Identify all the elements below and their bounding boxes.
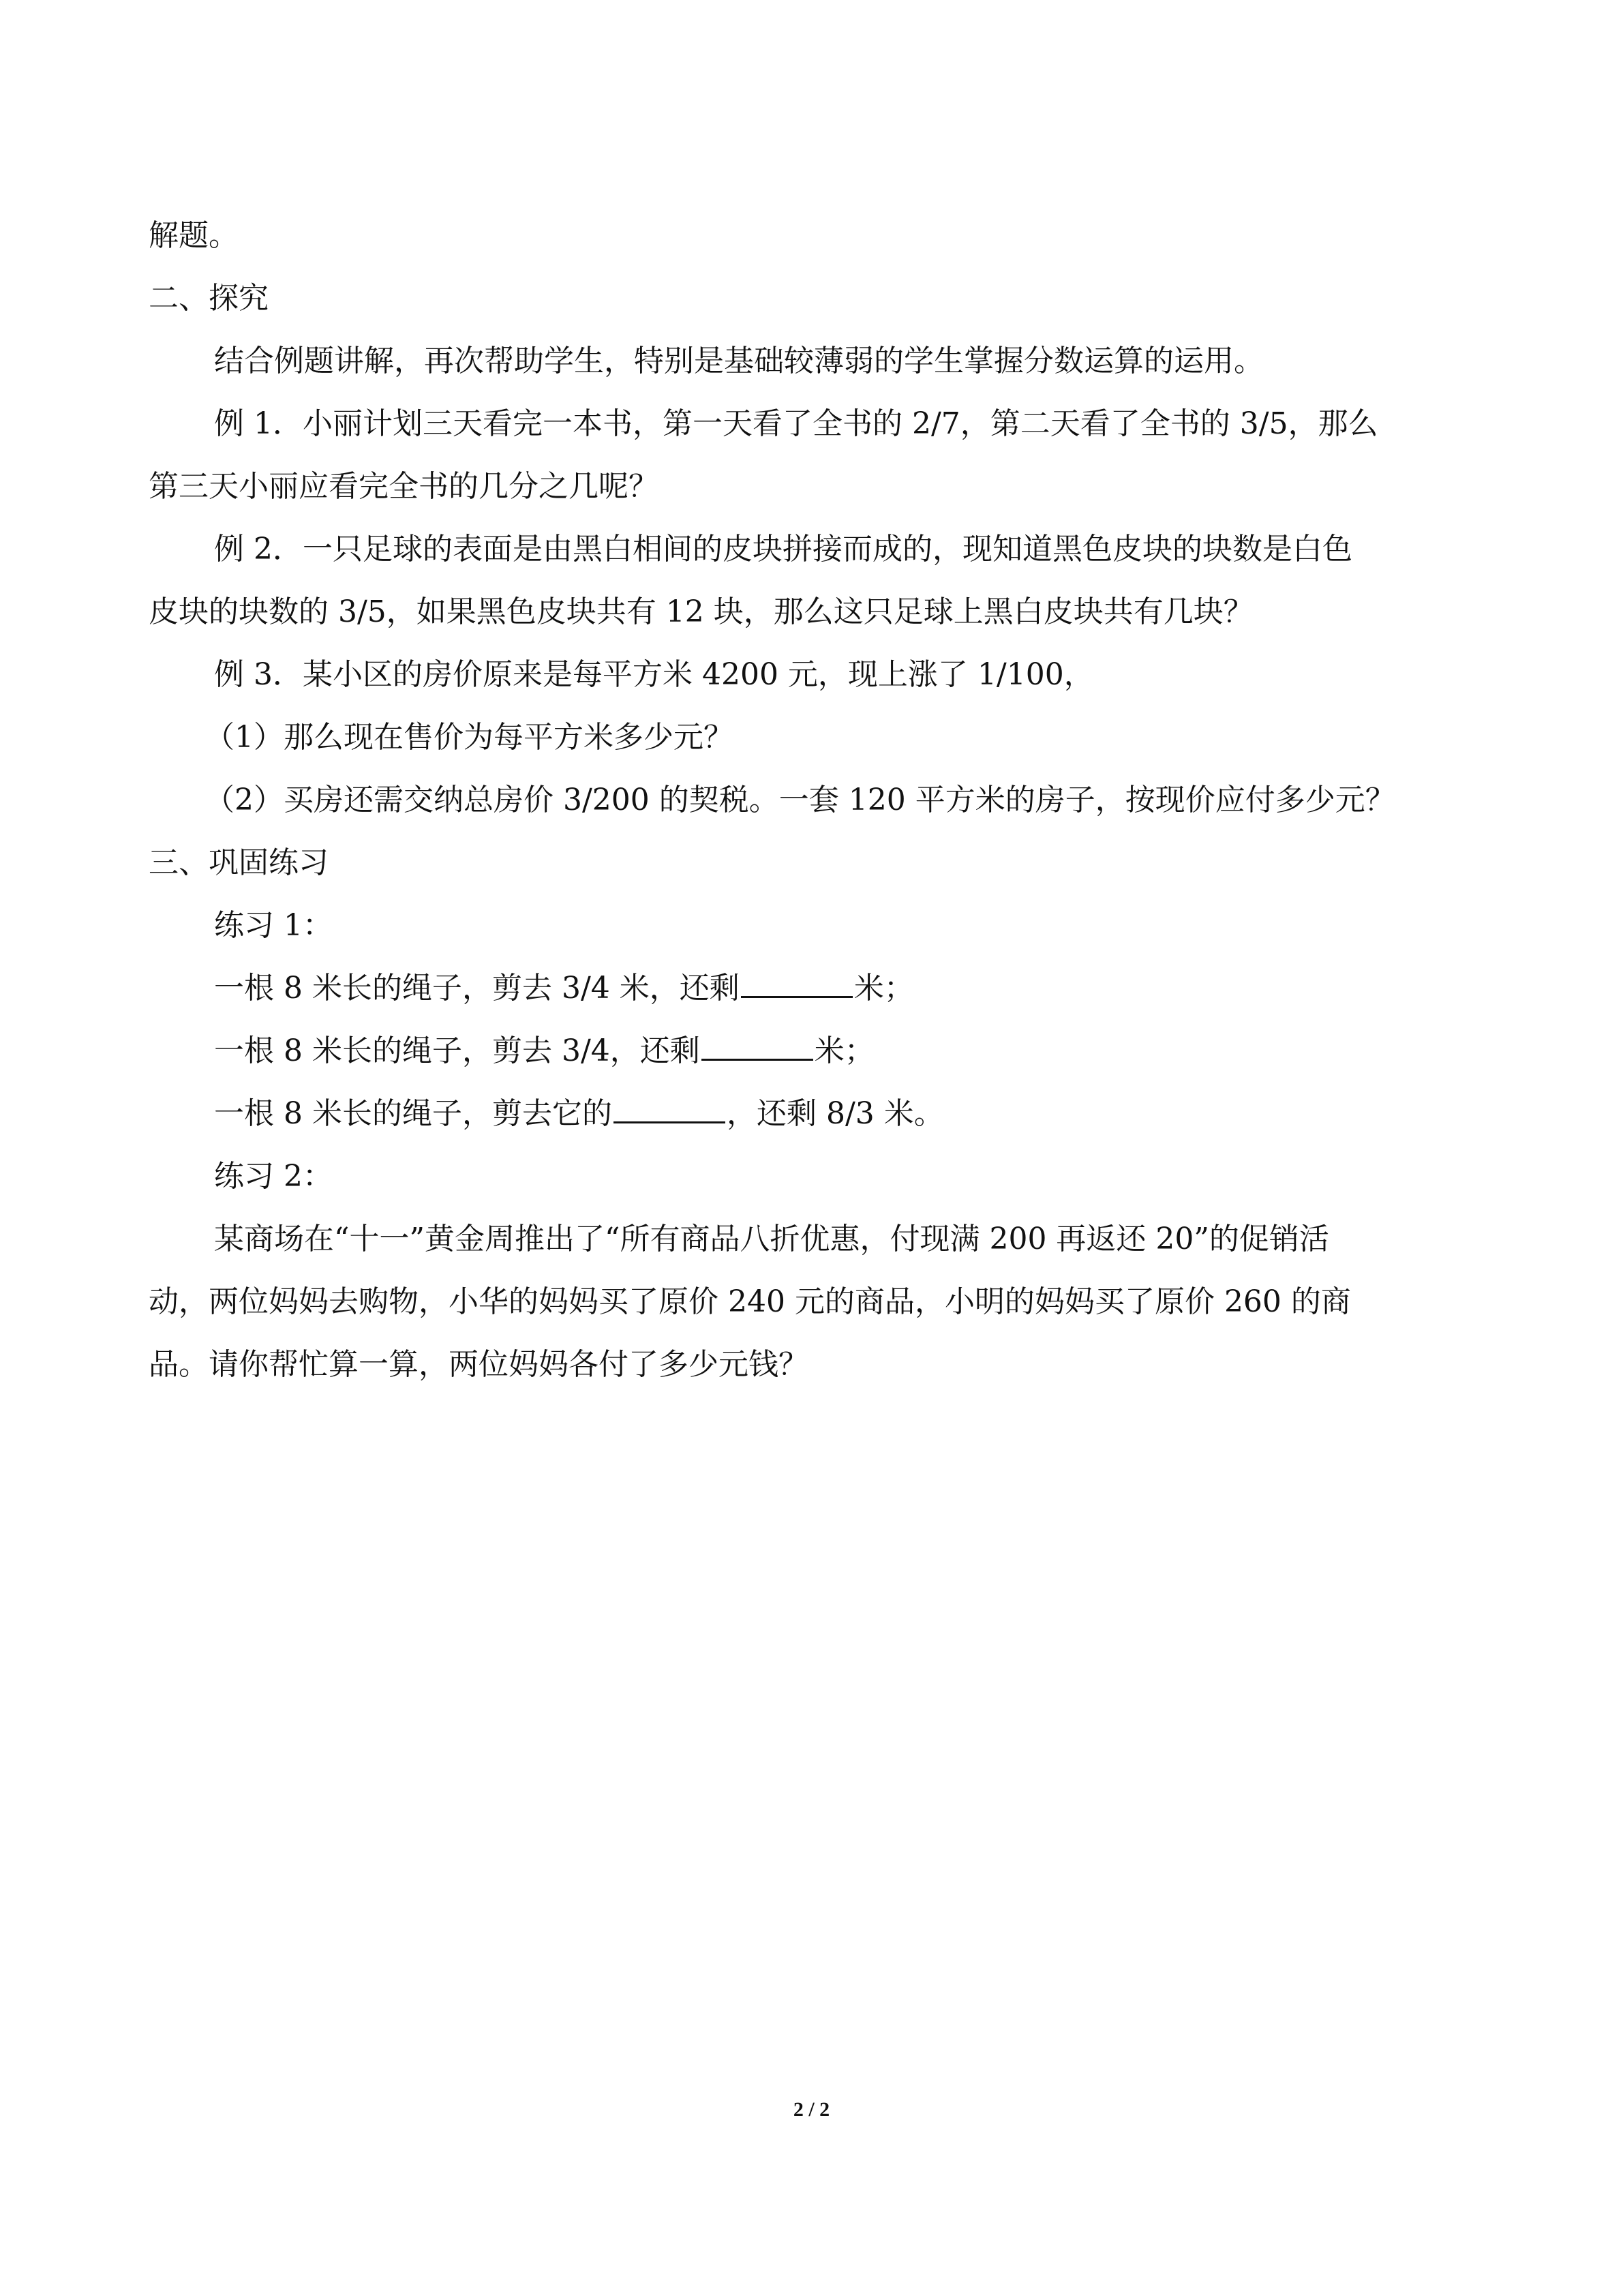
answer-blank[interactable] xyxy=(613,1096,725,1123)
practice-1-item-2-unit: 米； xyxy=(814,1033,875,1068)
example-1-line-2: 第三天小丽应看完全书的几分之几呢？ xyxy=(149,469,658,504)
example-2-line-2: 皮块的块数的 3/5，如果黑色皮块共有 12 块，那么这只足球上黑白皮块共有几块？ xyxy=(149,594,1254,629)
practice-1-item-3 xyxy=(149,1083,1474,1145)
practice-2-line-2: 动，两位妈妈去购物，小华的妈妈买了原价 240 元的商品，小明的妈妈买了原价 260 的商 xyxy=(149,1284,1351,1319)
practice-1-item-1-unit: 米； xyxy=(853,971,914,1006)
practice-2-line-1: 某商场在“十一”黄金周推出了“所有商品八折优惠，付现满 200 再返还 20”的促销活 xyxy=(214,1222,1329,1256)
practice-1-item-1-text: 一根 8 米长的绳子，剪去 3/4 米，还剩 xyxy=(214,971,740,1006)
answer-blank[interactable] xyxy=(701,1033,813,1061)
explore-summary: 结合例题讲解，再次帮助学生，特别是基础较薄弱的学生掌握分数运算的运用。 xyxy=(214,344,1264,378)
example-3-line-1: 例 3．某小区的房价原来是每平方米 4200 元，现上涨了 1/100， xyxy=(214,657,1094,692)
practice-2-title: 练习 2： xyxy=(214,1159,333,1194)
example-1-line-1: 例 1．小丽计划三天看完一本书，第一天看了全书的 2/7，第二天看了全书的 3/5，那么 xyxy=(214,406,1378,441)
section-heading-practice: 三、巩固练习 xyxy=(149,845,329,880)
practice-1-item-1 xyxy=(149,957,1474,1020)
example-3-question-2: （2）买房还需交纳总房价 3/200 的契税。一套 120 平方米的房子，按现价应付多少元？ xyxy=(204,783,1395,817)
intro-tail: 解题。 xyxy=(149,218,239,253)
practice-1-item-2-text: 一根 8 米长的绳子，剪去 3/4，还剩 xyxy=(214,1033,700,1068)
page-number: 2 / 2 xyxy=(793,2098,830,2121)
practice-2-line-3: 品。请你帮忙算一算，两位妈妈各付了多少元钱？ xyxy=(149,1347,808,1382)
practice-1-item-3-tail: ，还剩 8/3 米。 xyxy=(726,1096,944,1131)
practice-1-title: 练习 1： xyxy=(214,908,333,943)
example-2-line-1: 例 2．一只足球的表面是由黑白相间的皮块拼接而成的，现知道黑色皮块的块数是白色 xyxy=(214,532,1352,567)
section-heading-explore: 二、探究 xyxy=(149,281,269,316)
answer-blank[interactable] xyxy=(741,970,853,998)
practice-1-item-3-text: 一根 8 米长的绳子，剪去它的 xyxy=(214,1096,612,1131)
practice-1-item-2 xyxy=(149,1020,1474,1083)
example-3-question-1: （1）那么现在售价为每平方米多少元？ xyxy=(204,720,733,755)
document-body xyxy=(149,205,1474,1396)
